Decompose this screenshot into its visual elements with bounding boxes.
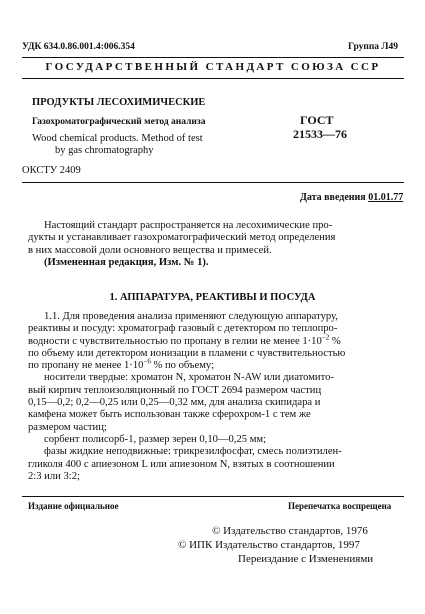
effective-date-label: Дата введения <box>300 192 366 203</box>
intro-paragraph: Настоящий стандарт распространяется на лесохимические про- дукты и устанавливает газохроматографический метод определения в них массовой доли основного вещества и примесей. (Измененная редакция, Изм. № 1). <box>28 220 336 268</box>
copyright-1976: © Издательство стандартов, 1976 <box>212 525 368 537</box>
subtitle-ru: Газохроматографический метод анализа <box>32 117 206 127</box>
section-body: 1.1. Для проведения анализа применяют следующую аппаратуру, реактивы и посуду: хроматограф газовый с детектором по теплопро- водности с чувствительностью по пропану в гелии не менее $1\cdot 10^{-2}$ % по объему или детектором ионизации в пламени с чувствительностью по пропану не менее $1\cdot 10^{-6}$ % по объему; носители твердые: хроматон N, хроматон N-AW или диатомито- вый кирпич теплоизоляционный по ГОСТ 2694 размером частиц 0,15—0,2; 0,2—0,25 или 0,25—0,32 мм, для анализа скипидара и камфена может быть использован также сферохром-1 с тем же размером частиц; сорбент полисорб-1, размер зерен 0,10—0,25 мм; фазы жидкие неподвижные: трикрезилфосфат, смесь полиэтилен- гликоля 400 с апиезоном L или апиезоном N, взятых в соотношении 2:3 или 3:2; <box>28 311 346 482</box>
state-standard-title: ГОСУДАРСТВЕННЫЙ СТАНДАРТ СОЮЗА ССР <box>45 61 381 73</box>
copyright-1997: © ИПК Издательство стандартов, 1997 <box>178 539 360 551</box>
no-reprint-notice: Перепечатка воспрещена <box>288 501 392 511</box>
gost-number: 21533—76 <box>293 127 347 141</box>
title-ru: ПРОДУКТЫ ЛЕСОХИМИЧЕСКИЕ <box>32 97 206 108</box>
group-code: Группа Л49 <box>348 42 399 52</box>
revision-note: (Измененная редакция, Изм. № 1). <box>44 256 209 268</box>
footer-rule <box>22 496 404 497</box>
okstu-code: ОКСТУ 2409 <box>22 165 81 176</box>
reissue-note: Переиздание с Изменениями <box>238 553 374 565</box>
title-en-line2: by gas chromatography <box>55 145 154 156</box>
gost-label: ГОСТ <box>300 113 334 127</box>
title-en-line1: Wood chemical products. Method of test <box>32 133 203 144</box>
section-heading: 1. АППАРАТУРА, РЕАКТИВЫ И ПОСУДА <box>109 292 316 303</box>
effective-date-value: 01.01.77 <box>368 192 404 203</box>
header-rule-bottom <box>22 78 404 79</box>
effective-date <box>300 192 403 203</box>
udk-code: УДК 634.0.86.001.4:006.354 <box>22 42 135 52</box>
official-edition: Издание официальное <box>28 501 119 511</box>
title-block-rule <box>22 182 404 183</box>
header-rule-top <box>22 57 404 58</box>
